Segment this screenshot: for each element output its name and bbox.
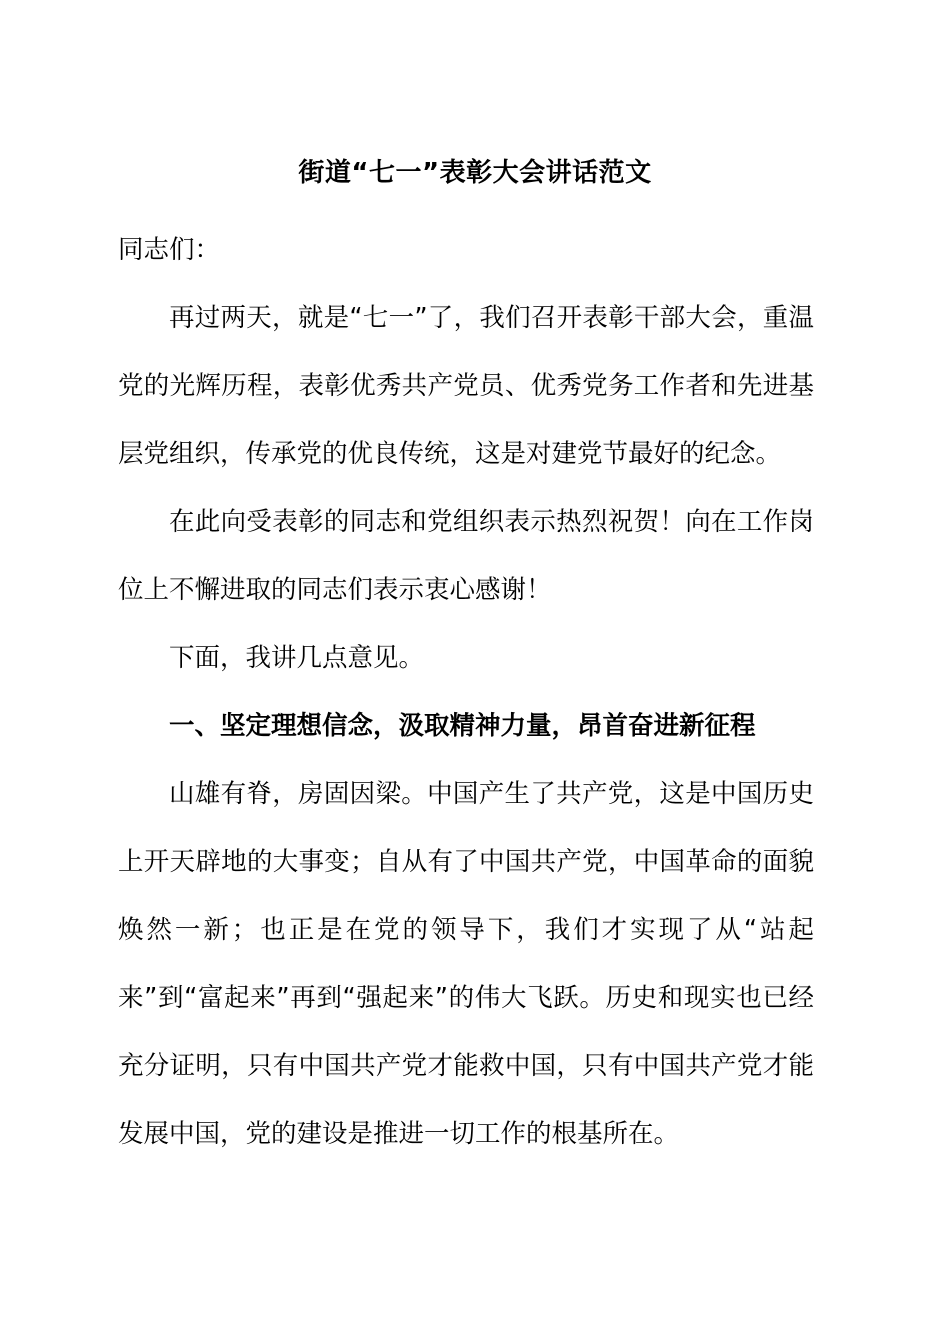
section-heading-1: 一、坚定理想信念，汲取精神力量，昂首奋进新征程 bbox=[169, 711, 756, 741]
paragraph-1: 再过两天，就是“七一”了，我们召开表彰干部大会，重温党的光辉历程，表彰优秀共产党员、优秀党务工作者和先进基层党组织，传承党的优良传统，这是对建党节最好的纪念。 bbox=[118, 303, 814, 469]
paragraph-2: 在此向受表彰的同志和党组织表示热烈祝贺！向在工作岗位上不懈进取的同志们表示衷心感谢！ bbox=[118, 507, 814, 605]
salutation: 同志们： bbox=[118, 235, 221, 265]
document-title: 街道“七一”表彰大会讲话范文 bbox=[298, 158, 652, 188]
paragraph-3: 下面，我讲几点意见。 bbox=[169, 643, 425, 673]
section-paragraph-1: 山雄有脊，房固因梁。中国产生了共产党，这是中国历史上开天辟地的大事变；自从有了中国共产党，中国革命的面貌焕然一新；也正是在党的领导下，我们才实现了从“站起来”到“富起来”再到“强起来”的伟大飞跃。历史和现实也已经充分证明，只有中国共产党才能救中国，只有中国共产党才能发展中国，党的建设是推进一切工作的根基所在。 bbox=[118, 779, 814, 1149]
document-body bbox=[118, 216, 814, 1168]
